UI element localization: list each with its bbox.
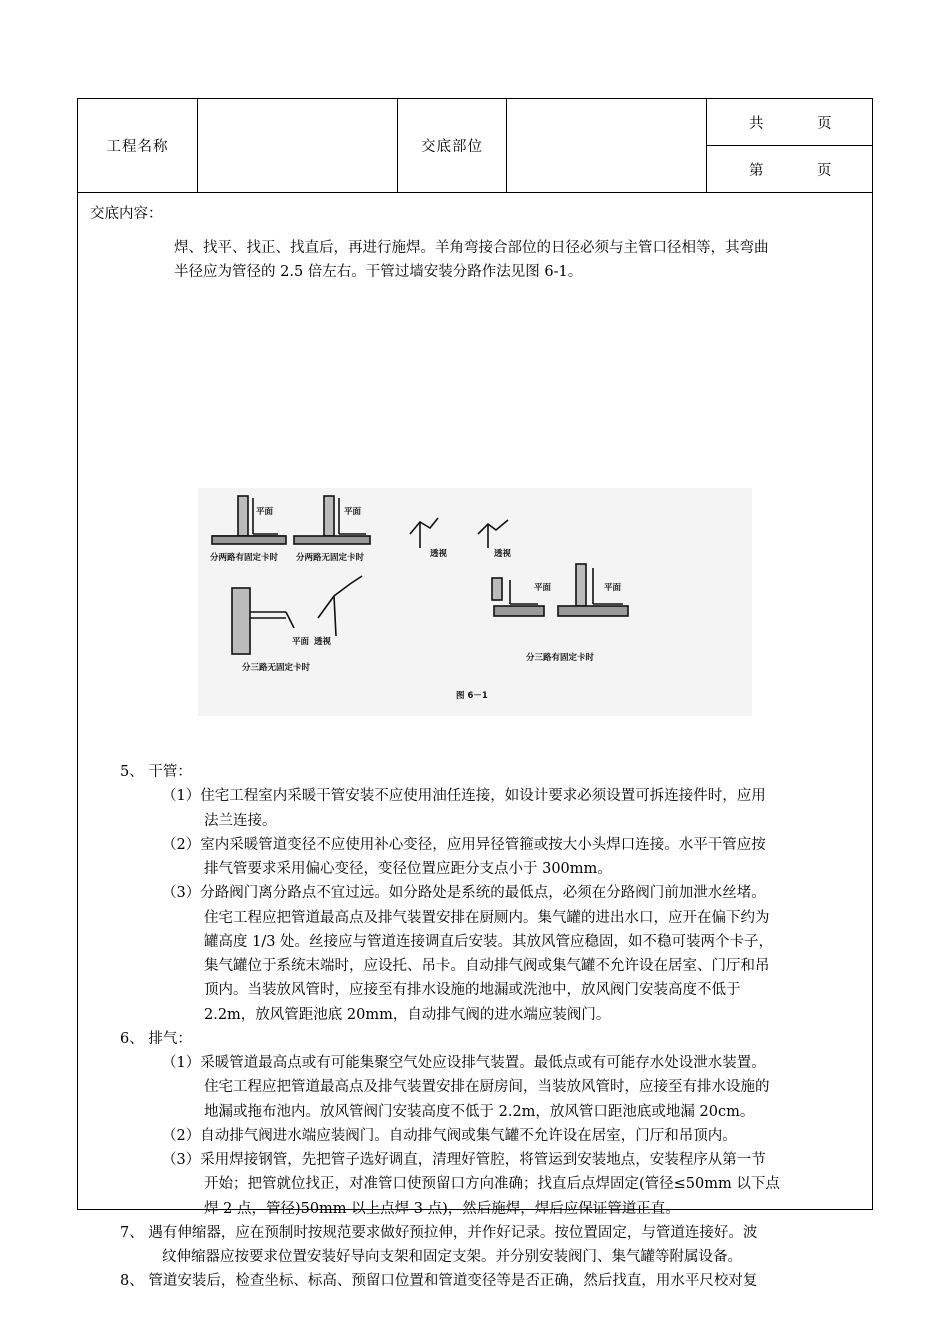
fig-label: 透视 [430,549,448,559]
body-line: （2）自动排气阀进水端应装阀门。自动排气阀或集气罐不允许设在居室，门厅和吊顶内。 [162,1127,737,1144]
content-area [78,192,872,1290]
form-header [78,99,872,193]
fig-label: 分三路无固定卡时 [242,663,311,673]
project-name-value[interactable] [198,99,397,192]
body-line: （1）住宅工程室内采暖干管安装不应使用油任连接，如设计要求必须设置可拆连接件时，应用 [162,788,766,805]
page-number [707,146,872,192]
body-line: 住宅工程应把管道最高点及排气装置安排在厨房间，当装放风管时，应接至有排水设施的 [204,1079,770,1096]
fig-label: 透视 [314,637,332,647]
figure-6-1 [198,488,752,716]
content-label: 交底内容： [90,206,163,222]
body-line: 焊 2 点，管径)50mm 以上点焊 3 点)，然后施焊，焊后应保证管道正直。 [204,1200,680,1217]
body-line: 排气管要求采用偏心变径，变径位置应距分支点小于 300mm。 [204,861,612,877]
intro-line: 半径应为管径的 2.5 倍左右。干管过墙安装分路作法见图 6-1。 [174,264,583,280]
figure-number: 图 6－1 [456,691,488,701]
pipe-diagram [198,488,752,716]
fig-label: 分两路有固定卡时 [210,553,279,563]
body-line: 2.2m，放风管距池底 20mm，自动排气阀的进水端应装阀门。 [204,1006,611,1023]
location-value[interactable] [507,99,706,192]
body-line: 5、 干管： [120,764,192,780]
body-line: （1）采暖管道最高点或有可能集聚空气处应设排气装置。最低点或有可能存水处设泄水装置。 [162,1055,766,1071]
fig-label: 平面 [604,583,622,593]
body-line: 集气罐位于系统末端时，应设托、吊卡。自动排气阀或集气罐不允许设在居室、门厅和吊 [204,958,770,974]
body-line: （2）室内采暖管道变径不应使用补心变径，应用异径管箍或按大小头焊口连接。水平干管应按 [162,836,766,853]
fig-label: 透视 [494,549,512,559]
body-line: 顶内。当装放风管时，应接至有排水设施的地漏或洗池中，放风阀门安装高度不低于 [204,982,741,999]
body-line: 7、 遇有伸缩器，应在预制时按规范要求做好预拉伸，并作好记录。按位置固定，与管道连接好。波 [120,1224,758,1241]
body-line: 住宅工程应把管道最高点及排气装置安排在厨厕内。集气罐的进出水口，应开在偏下约为 [204,909,770,926]
body-line: 法兰连接。 [204,812,277,829]
fig-label: 平面 [292,637,310,647]
fig-label: 分两路无固定卡时 [296,553,365,563]
body-line: （3）采用焊接钢管，先把管子选好调直，清理好管腔，将管运到安装地点，安装程序从第一节 [162,1152,766,1168]
body-line: 纹伸缩器应按要求位置安装好导向支架和固定支架。并分别安装阀门、集气罐等附属设备。 [162,1249,742,1265]
body-line: 开始；把管就位找正，对准管口使预留口方向准确；找直后点焊固定(管径≤50mm 以下点 [204,1176,780,1193]
body-line: 地漏或拖布池内。放风管阀门安装高度不低于 2.2m，放风管口距池底或地漏 20cm。 [204,1103,755,1120]
fig-label: 平面 [344,507,362,517]
page-unit: 页 [817,115,832,132]
location-label: 交底部位 [421,139,483,155]
fig-label: 分三路有固定卡时 [526,653,595,663]
page-label: 第 [749,162,764,179]
body-line: （3）分路阀门离分路点不宜过远。如分路处是系统的最低点，必须在分路阀门前加泄水丝堵。 [162,885,766,902]
fig-label: 平面 [256,507,274,517]
intro-line: 焊、找平、找正、找直后，再进行施焊。羊角弯接合部位的日径必须与主管口径相等，其弯曲 [174,240,769,256]
fig-label: 平面 [534,583,552,593]
page-unit: 页 [817,162,832,179]
total-label: 共 [749,115,764,132]
disclosure-form [77,98,873,1290]
project-name-label: 工程名称 [106,139,169,155]
body-line: 6、 排气： [120,1030,192,1047]
total-pages [707,99,872,145]
body-line: 罐高度 1/3 处。丝接应与管道连接调直后安装。其放风管应稳固，如不稳可装两个卡子， [204,933,774,950]
body-line: 8、 管道安装后，检查坐标、标高、预留口位置和管道变径等是否正确，然后找直，用水平尺校对复 [120,1273,758,1290]
